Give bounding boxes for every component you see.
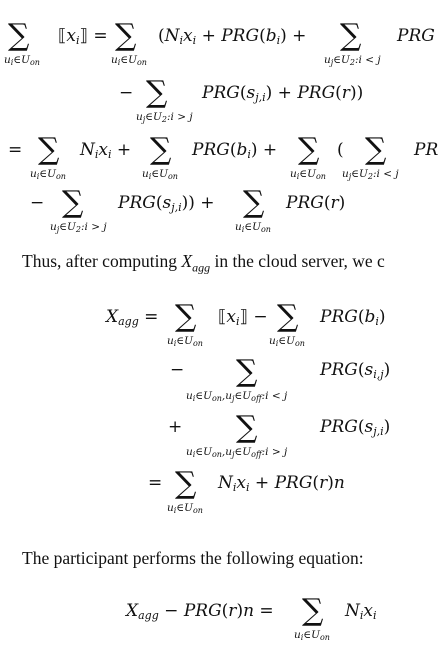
paragraph-2-text: The participant performs the following equation:	[22, 548, 364, 568]
math-term: −	[30, 193, 45, 213]
math-term: −	[119, 83, 134, 103]
summation-index: ui∈Uon	[4, 54, 40, 67]
variable-x-agg	[181, 251, 211, 275]
math-term: PR	[414, 140, 439, 160]
paragraph-1-text-before: Thus, after computing	[22, 251, 182, 271]
summation-index: uj∈U2:i < j	[324, 54, 381, 67]
summation-symbol: ∑	[175, 466, 197, 501]
summation-symbol: ∑	[115, 18, 137, 53]
summation-index: ui∈Uon	[167, 335, 203, 348]
equation-1-line-4	[30, 185, 345, 234]
math-term: PRG(sj,i)	[320, 417, 391, 438]
equation-2	[104, 299, 390, 515]
equation-1	[4, 18, 438, 234]
math-term: PRG	[397, 26, 435, 46]
summation-symbol: ∑	[38, 132, 60, 167]
math-term: PRG(bi)	[320, 307, 386, 328]
summation-index: uj∈U2:i > j	[50, 221, 107, 234]
math-term: ⟦xi⟧ =	[58, 26, 108, 47]
summation-symbol: ∑	[365, 132, 387, 167]
summation-symbol: ∑	[8, 18, 30, 53]
math-term: Nixi	[345, 601, 377, 622]
math-term: +	[168, 417, 183, 437]
math-term: PRG(r)	[286, 193, 346, 213]
summation-symbol: ∑	[243, 185, 265, 220]
equation-1-line-3	[8, 132, 438, 181]
math-term: =	[8, 140, 23, 160]
summation-symbol: ∑	[146, 75, 168, 110]
summation-symbol: ∑	[236, 410, 258, 445]
paragraph-1-text-after: in the cloud server, we c	[210, 251, 385, 271]
math-term: PRG(sj,i) + PRG(r))	[202, 83, 364, 104]
summation-index: ui∈Uon	[294, 629, 330, 642]
summation-index: ui∈Uon	[142, 168, 178, 181]
summation-symbol: ∑	[175, 299, 197, 334]
math-term: −	[170, 360, 185, 380]
math-term: PRG(bi) +	[192, 140, 278, 161]
math-term: Xagg − PRG(r)n =	[126, 601, 274, 622]
summation-symbol: ∑	[236, 354, 258, 389]
summation-index: uj∈U2:i < j	[342, 168, 399, 181]
summation-index: ui∈Uon	[235, 221, 271, 234]
equation-2-line-4	[148, 466, 345, 515]
summation-index: ui∈Uon	[167, 502, 203, 515]
summation-index: ui∈Uon	[290, 168, 326, 181]
equation-3	[124, 593, 377, 642]
paragraph-1	[22, 251, 385, 276]
equation-1-line-1	[4, 18, 435, 67]
equation-2-line-3	[168, 410, 390, 459]
summation-symbol: ∑	[62, 185, 84, 220]
equation-1-line-2	[119, 75, 363, 124]
equation-2-line-1	[104, 299, 386, 348]
summation-symbol: ∑	[298, 132, 320, 167]
summation-symbol: ∑	[302, 593, 324, 628]
math-term: =	[148, 473, 163, 493]
summation-index: ui∈Uon	[269, 335, 305, 348]
summation-symbol: ∑	[340, 18, 362, 53]
summation-index: ui∈Uon	[111, 54, 147, 67]
variable-subscript: agg	[192, 260, 211, 275]
summation-index: ui∈Uon,uj∈Uoff:i < j	[186, 390, 288, 403]
math-term: ⟦xi⟧ −	[218, 307, 268, 328]
math-term: Nixi + PRG(r)n	[218, 473, 345, 494]
math-term: PRG(si,j)	[320, 360, 391, 381]
paragraph-2	[22, 548, 364, 569]
summation-symbol: ∑	[150, 132, 172, 167]
summation-index: ui∈Uon,uj∈Uoff:i > j	[186, 446, 288, 459]
math-term: Nixi +	[80, 140, 132, 161]
math-term: (	[337, 140, 344, 160]
summation-index: ui∈Uon	[30, 168, 66, 181]
variable-main: X	[181, 251, 193, 271]
summation-index: uj∈U2:i > j	[136, 111, 193, 124]
math-term: Xagg =	[106, 307, 159, 328]
summation-symbol: ∑	[277, 299, 299, 334]
math-term: (Nixi + PRG(bi) +	[158, 26, 307, 47]
math-term: PRG(sj,i)) +	[118, 193, 215, 214]
equation-2-line-2	[170, 354, 390, 403]
